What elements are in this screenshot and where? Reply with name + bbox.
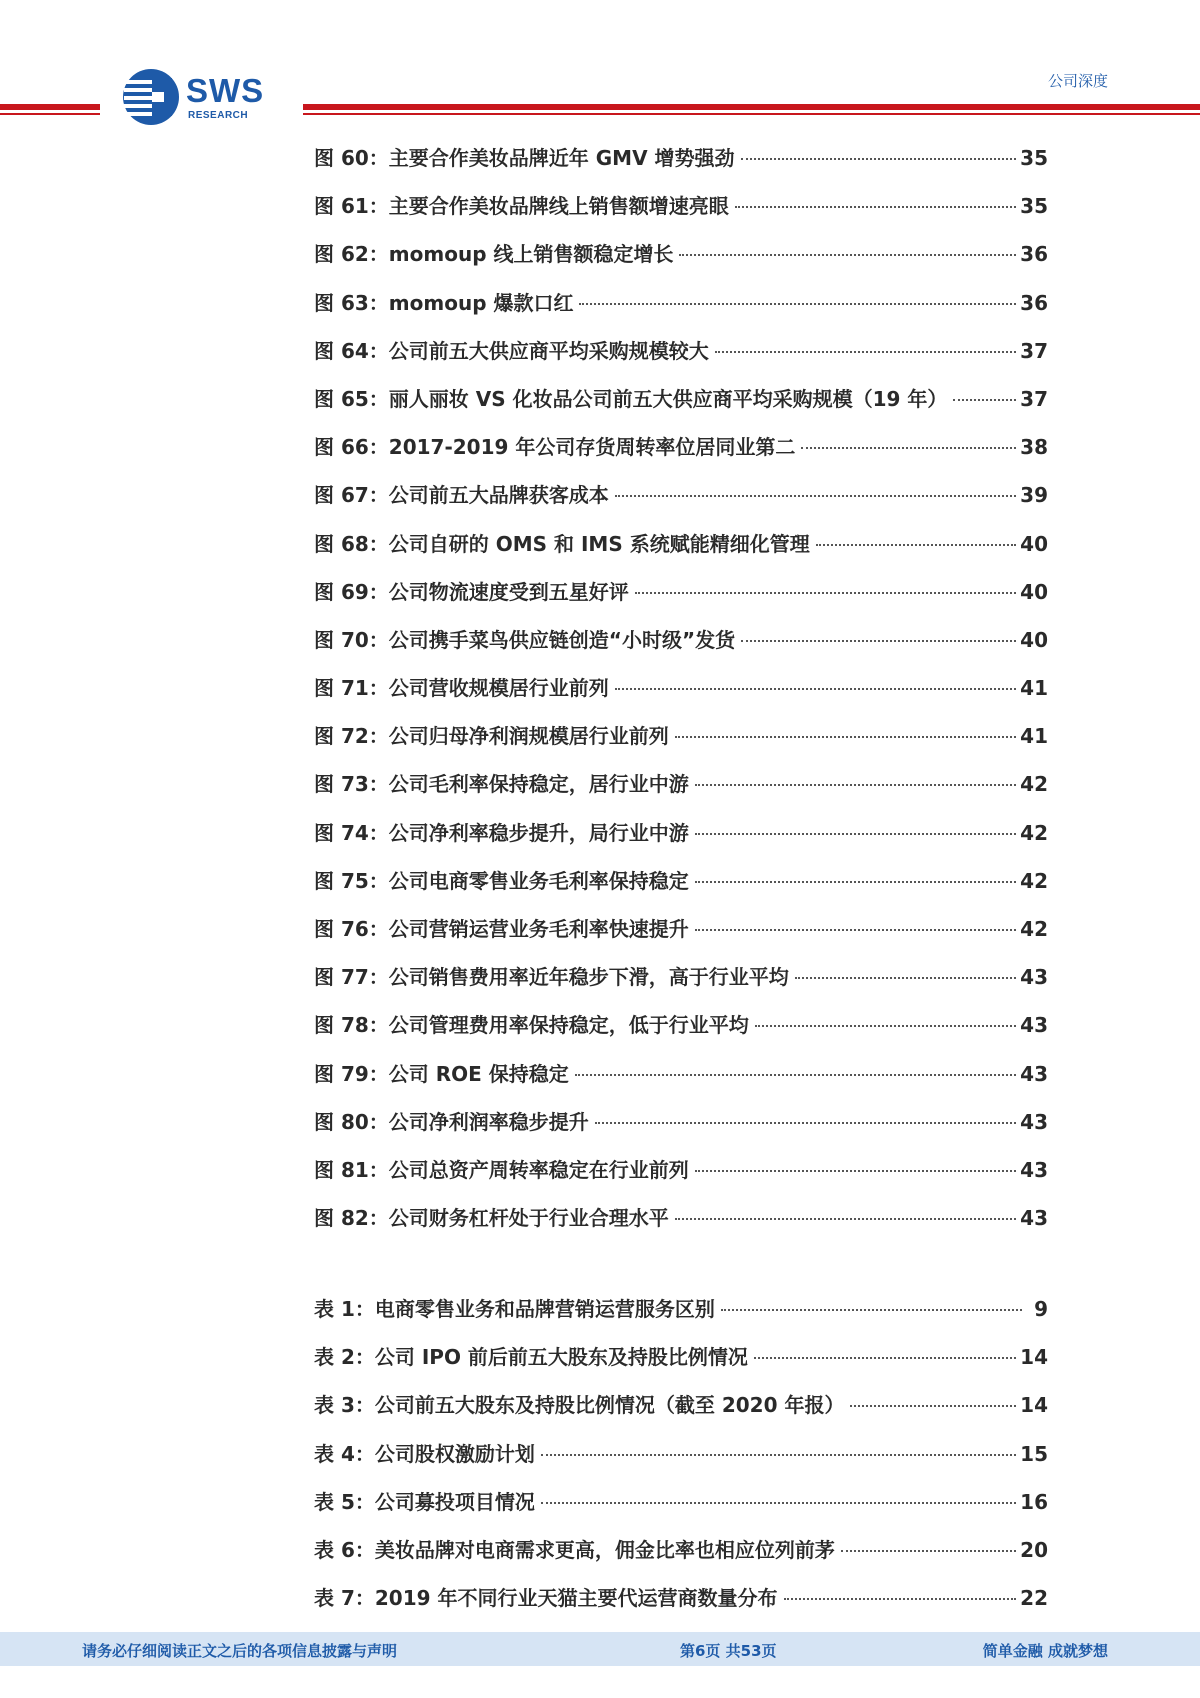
toc-entry-page: 43 [1020,965,1048,990]
toc-leader-dots [755,1025,1016,1027]
toc-leader-dots [675,736,1016,738]
toc-entry[interactable] [314,431,1048,479]
toc-entry-title: 图 74：公司净利率稳步提升，局行业中游 [314,820,689,845]
toc-entry-title: 表 4：公司股权激励计划 [314,1441,535,1466]
logo-subtext: RESEARCH [188,110,249,121]
toc-entry-page: 41 [1020,724,1048,749]
logo-text: SWS [186,72,265,109]
toc-leader-dots [679,254,1016,256]
toc-leader-dots [953,399,1016,401]
toc-entry[interactable] [314,1202,1048,1250]
toc-entry-page: 20 [1020,1537,1048,1562]
toc-leader-dots [754,1357,1016,1359]
header-rule-right [303,104,1200,115]
toc-entry[interactable] [314,190,1048,238]
toc-entry-title: 图 62：momoup 线上销售额稳定增长 [314,242,674,267]
toc-entry-page: 14 [1020,1345,1048,1370]
toc-entry-title: 表 5：公司募投项目情况 [314,1489,535,1514]
toc-entry-title: 图 82：公司财务杠杆处于行业合理水平 [314,1206,669,1231]
toc-leader-dots [841,1550,1016,1552]
toc-entry[interactable] [314,1293,1048,1341]
toc-leader-dots [715,351,1016,353]
toc-entry-title: 图 70：公司携手菜鸟供应链创造“小时级”发货 [314,627,736,652]
toc-leader-dots [795,977,1016,979]
toc-entry[interactable] [314,1106,1048,1154]
toc-entry-page: 22 [1020,1586,1048,1611]
toc-entry-title: 图 78：公司管理费用率保持稳定，低于行业平均 [314,1013,749,1038]
toc-leader-dots [541,1502,1016,1504]
toc-entry[interactable] [314,1341,1048,1389]
toc-entry-page: 43 [1020,1109,1048,1134]
toc-entry-page: 35 [1020,194,1048,219]
toc-entry[interactable] [314,1154,1048,1202]
toc-entry[interactable] [314,335,1048,383]
toc-entry-title: 图 80：公司净利润率稳步提升 [314,1109,589,1134]
toc-leader-dots [695,929,1016,931]
toc-leader-dots [695,1170,1016,1172]
toc-entry-title: 表 6：美妆品牌对电商需求更高，佣金比率也相应位列前茅 [314,1537,835,1562]
toc-entry[interactable] [314,1389,1048,1437]
toc-entry-title: 图 71：公司营收规模居行业前列 [314,676,609,701]
toc-entry[interactable] [314,817,1048,865]
toc-entry-page: 41 [1020,676,1048,701]
toc-leader-dots [695,784,1016,786]
toc-entry-title: 图 63：momoup 爆款口红 [314,290,574,315]
toc-entry[interactable] [314,142,1048,190]
toc-entry-title: 表 3：公司前五大股东及持股比例情况（截至 2020 年报） [314,1393,845,1418]
toc-entry-page: 40 [1020,627,1048,652]
toc-entry-title: 图 81：公司总资产周转率稳定在行业前列 [314,1157,689,1182]
toc-leader-dots [741,640,1016,642]
toc-entry-page: 37 [1020,386,1048,411]
toc-entry-page: 40 [1020,531,1048,556]
toc-entry[interactable] [314,768,1048,816]
footer-disclaimer: 请务必仔细阅读正文之后的各项信息披露与声明 [82,1642,398,1660]
tables-toc [314,1293,1048,1630]
toc-entry-page: 36 [1020,290,1048,315]
footer-page-info: 第6页 共53页 [680,1642,777,1660]
toc-entry-page: 9 [1034,1297,1048,1321]
toc-entry-title: 图 69：公司物流速度受到五星好评 [314,579,629,604]
toc-entry-title: 图 60：主要合作美妆品牌近年 GMV 增势强劲 [314,146,735,170]
toc-entry-page: 42 [1020,868,1048,893]
toc-entry-page: 35 [1020,146,1048,170]
toc-entry-page: 43 [1020,1206,1048,1231]
toc-entry-page: 43 [1020,1157,1048,1182]
toc-entry-page: 37 [1020,338,1048,363]
toc-entry-title: 图 79：公司 ROE 保持稳定 [314,1061,569,1086]
toc-leader-dots [850,1405,1016,1407]
toc-entry-title: 图 73：公司毛利率保持稳定，居行业中游 [314,772,689,797]
toc-entry[interactable] [314,961,1048,1009]
toc-leader-dots [741,158,1017,160]
toc-entry[interactable] [314,624,1048,672]
toc-entry[interactable] [314,1582,1048,1630]
toc-entry[interactable] [314,1438,1048,1486]
toc-entry-page: 43 [1020,1061,1048,1086]
toc-entry-title: 图 77：公司销售费用率近年稳步下滑，高于行业平均 [314,965,789,990]
toc-entry[interactable] [314,1009,1048,1057]
toc-entry[interactable] [314,383,1048,431]
toc-leader-dots [721,1309,1022,1311]
toc-entry-title: 图 72：公司归母净利润规模居行业前列 [314,724,669,749]
toc-entry-page: 43 [1020,1013,1048,1038]
toc-entry[interactable] [314,1486,1048,1534]
toc-entry-page: 16 [1020,1489,1048,1514]
toc-leader-dots [595,1122,1016,1124]
toc-leader-dots [635,592,1016,594]
toc-leader-dots [575,1074,1016,1076]
toc-entry-page: 15 [1020,1441,1048,1466]
toc-entry-page: 42 [1020,772,1048,797]
toc-entry[interactable] [314,1534,1048,1582]
toc-entry-title: 表 2：公司 IPO 前后前五大股东及持股比例情况 [314,1345,748,1370]
footer-bar [0,1632,1200,1666]
toc-entry-page: 39 [1020,483,1048,508]
sws-logo-icon [122,66,180,128]
toc-entry-title: 图 68：公司自研的 OMS 和 IMS 系统赋能精细化管理 [314,531,810,556]
toc-leader-dots [816,544,1016,546]
toc-entry[interactable] [314,672,1048,720]
toc-entry[interactable] [314,1058,1048,1106]
toc-entry[interactable] [314,865,1048,913]
toc-leader-dots [579,303,1016,305]
toc-leader-dots [801,447,1016,449]
toc-entry-title: 图 65：丽人丽妆 VS 化妆品公司前五大供应商平均采购规模（19 年） [314,386,948,411]
toc-entry-page: 14 [1020,1393,1048,1418]
toc-entry-title: 图 66：2017-2019 年公司存货周转率位居同业第二 [314,435,796,460]
figures-toc [314,142,1048,1250]
toc-leader-dots [675,1218,1016,1220]
toc-entry[interactable] [314,720,1048,768]
toc-entry-title: 图 75：公司电商零售业务毛利率保持稳定 [314,868,689,893]
toc-leader-dots [615,688,1016,690]
toc-leader-dots [615,495,1016,497]
toc-leader-dots [735,206,1016,208]
toc-entry-title: 表 1：电商零售业务和品牌营销运营服务区别 [314,1297,715,1321]
toc-entry-page: 36 [1020,242,1048,267]
toc-entry-title: 图 64：公司前五大供应商平均采购规模较大 [314,338,709,363]
toc-entry[interactable] [314,528,1048,576]
section-label: 公司深度 [1047,72,1108,90]
toc-leader-dots [695,881,1016,883]
footer-slogan: 简单金融 成就梦想 [982,1642,1108,1660]
header-rule-left [0,104,100,115]
toc-entry[interactable] [314,576,1048,624]
toc-entry-title: 图 61：主要合作美妆品牌线上销售额增速亮眼 [314,194,729,219]
toc-entry-title: 表 7：2019 年不同行业天猫主要代运营商数量分布 [314,1586,778,1611]
toc-entry-title: 图 67：公司前五大品牌获客成本 [314,483,609,508]
toc-entry[interactable] [314,913,1048,961]
toc-entry-title: 图 76：公司营销运营业务毛利率快速提升 [314,917,689,941]
toc-entry-page: 42 [1020,820,1048,845]
toc-entry[interactable] [314,479,1048,527]
toc-leader-dots [695,833,1016,835]
toc-entry-page: 42 [1020,917,1048,941]
sws-logo [122,66,282,130]
toc-leader-dots [541,1454,1016,1456]
toc-entry-page: 40 [1020,579,1048,604]
toc-leader-dots [784,1598,1017,1600]
toc-entry[interactable] [314,238,1048,286]
toc-entry-page: 38 [1020,435,1048,460]
toc-entry[interactable] [314,287,1048,335]
